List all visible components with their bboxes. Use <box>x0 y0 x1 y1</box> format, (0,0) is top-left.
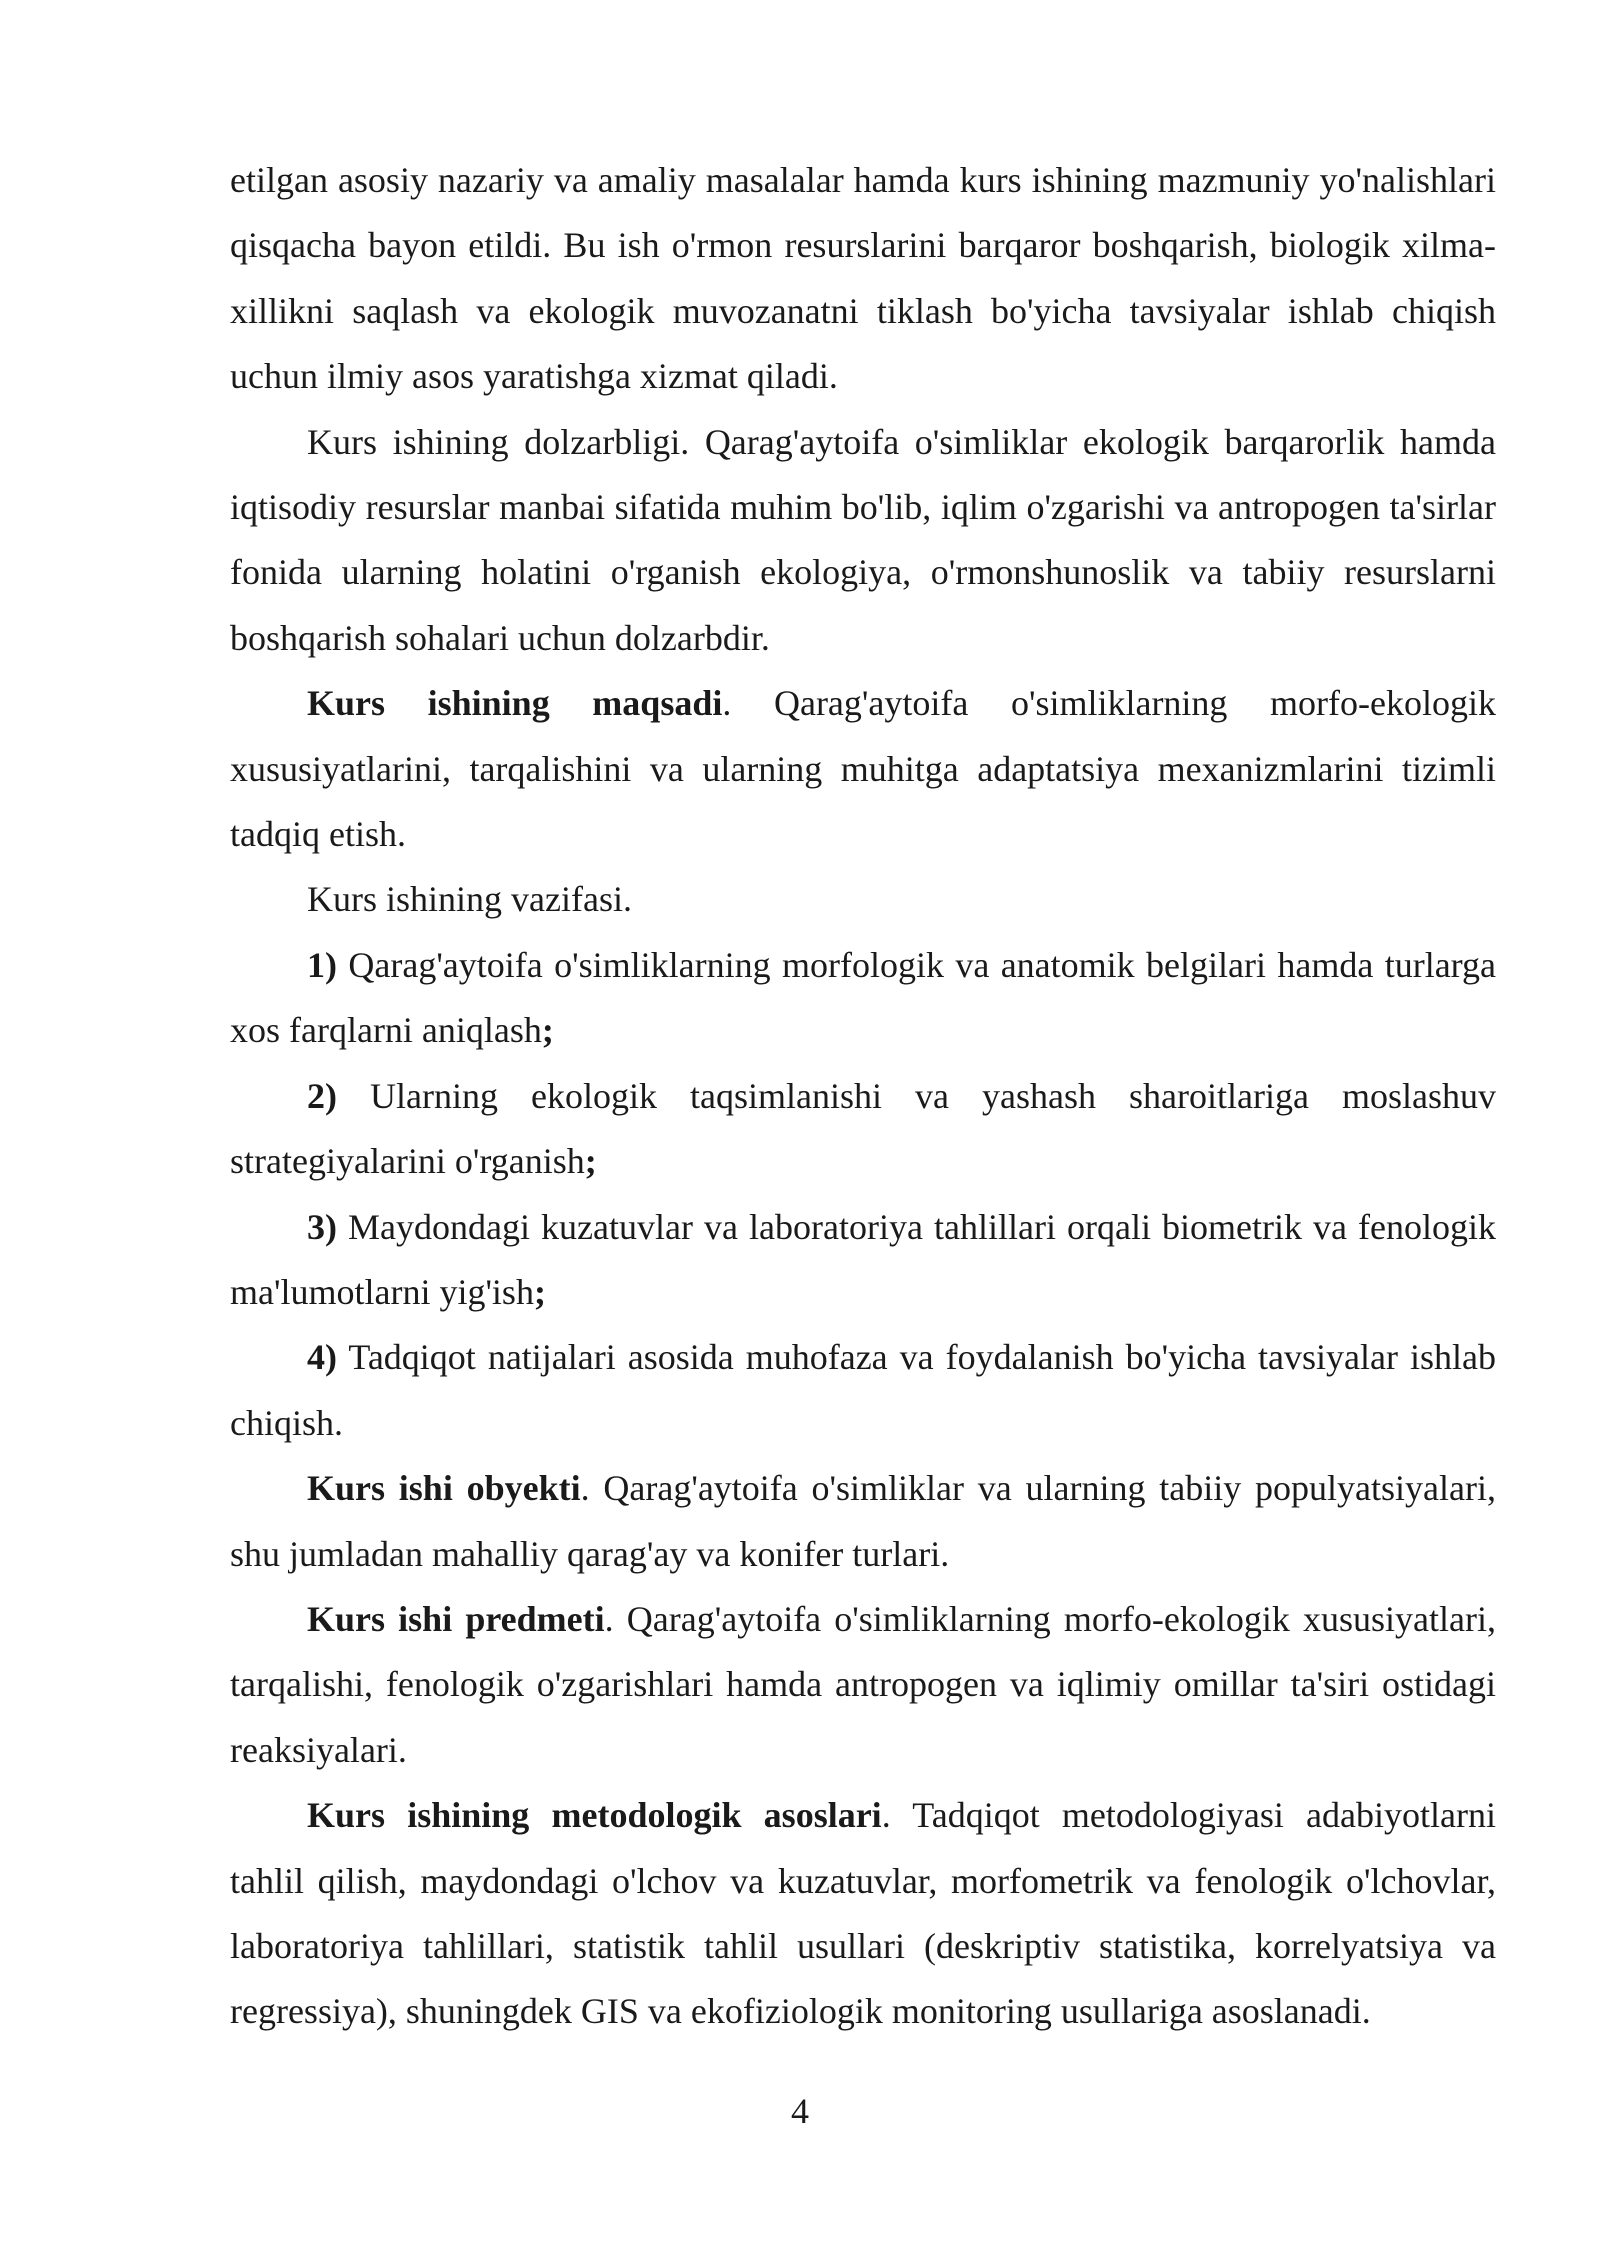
task-item-4 <box>230 1325 1496 1456</box>
paragraph-relevance: Kurs ishining dolzarbligi. Qarag'aytoifa o'simliklar ekologik barqarorlik hamda iqtisodiy resurslar manbai sifatida muhim bo'lib, iqlim o'zgarishi va antropogen ta'sirlar fonida ularning holatini o'rganish ekologiya, o'rmonshunoslik va tabiiy resurslarni boshqarish sohalari uchun dolzarbdir. <box>230 421 1496 658</box>
page-number: 4 <box>791 2091 809 2131</box>
task-number: 3) <box>307 1206 337 1247</box>
task-end: ; <box>584 1141 597 1182</box>
task-end: ; <box>533 1271 546 1312</box>
subject-text: . Qarag'aytoifa o'simliklarning morfo-ekologik xususiyatlari, tarqalishi, fenologik o'zgarishlari hamda antropogen va iqlimiy omillar ta'siri ostidagi reaksiyalari. <box>230 1598 1496 1770</box>
task-text: Qarag'aytoifa o'simliklarning morfologik va anatomik belgilari hamda turlarga xos farqlarni aniqlash <box>230 944 1496 1051</box>
methodology-text: . Tadqiqot metodologiyasi adabiyotlarni tahlil qilish, maydondagi o'lchov va kuzatuvlar, morfometrik va fenologik o'lchovlar, laboratoriya tahlillari, statistik tahlil usullari (deskriptiv statistika, korrelyatsiya va regressiya), shuningdek GIS va ekofiziologik monitoring usullariga asoslanadi. <box>230 1795 1496 2032</box>
task-number: 1) <box>307 944 337 985</box>
task-text: Tadqiqot natijalari asosida muhofaza va foydalanish bo'yicha tavsiyalar ishlab chiqish. <box>230 1337 1496 1443</box>
paragraph-subject <box>230 1587 1496 1783</box>
document-page <box>230 148 1496 2045</box>
task-item-1 <box>230 933 1496 1064</box>
goal-text: . Qarag'aytoifa o'simliklarning morfo-ekologik xususiyatlarini, tarqalishini va ularning muhitga adaptatsiya mexanizmlarini tizimli tadqiq etish. <box>230 683 1496 855</box>
subject-heading: Kurs ishi predmeti <box>307 1598 605 1639</box>
paragraph-tasks-heading: Kurs ishining vazifasi. <box>307 879 632 920</box>
paragraph-methodology <box>230 1783 1496 2045</box>
paragraph-goal <box>230 671 1496 867</box>
paragraph-object <box>230 1456 1496 1587</box>
task-end: ; <box>541 1010 554 1051</box>
object-text: . Qarag'aytoifa o'simliklar va ularning tabiiy populyatsiyalari, shu jumladan mahalliy qarag'ay va konifer turlari. <box>230 1468 1496 1574</box>
paragraph-intro-continuation: etilgan asosiy nazariy va amaliy masalalar hamda kurs ishining mazmuniy yo'nalishlari qisqacha bayon etildi. Bu ish o'rmon resurslarini barqaror boshqarish, biologik xilma-xillikni saqlash va ekologik muvozanatni tiklash bo'yicha tavsiyalar ishlab chiqish uchun ilmiy asos yaratishga xizmat qiladi. <box>230 160 1496 397</box>
task-text: Ularning ekologik taqsimlanishi va yashash sharoitlariga moslashuv strategiyalarini o'rganish <box>230 1075 1496 1182</box>
task-text: Maydondagi kuzatuvlar va laboratoriya tahlillari orqali biometrik va fenologik ma'lumotlarni yig'ish <box>230 1206 1496 1312</box>
task-item-2 <box>230 1064 1496 1195</box>
object-heading: Kurs ishi obyekti <box>307 1468 581 1509</box>
task-number: 2) <box>307 1075 337 1116</box>
methodology-heading: Kurs ishining metodologik asoslari <box>307 1795 882 1836</box>
goal-heading: Kurs ishining maqsadi <box>307 683 723 724</box>
task-number: 4) <box>307 1337 337 1378</box>
task-item-3 <box>230 1195 1496 1326</box>
